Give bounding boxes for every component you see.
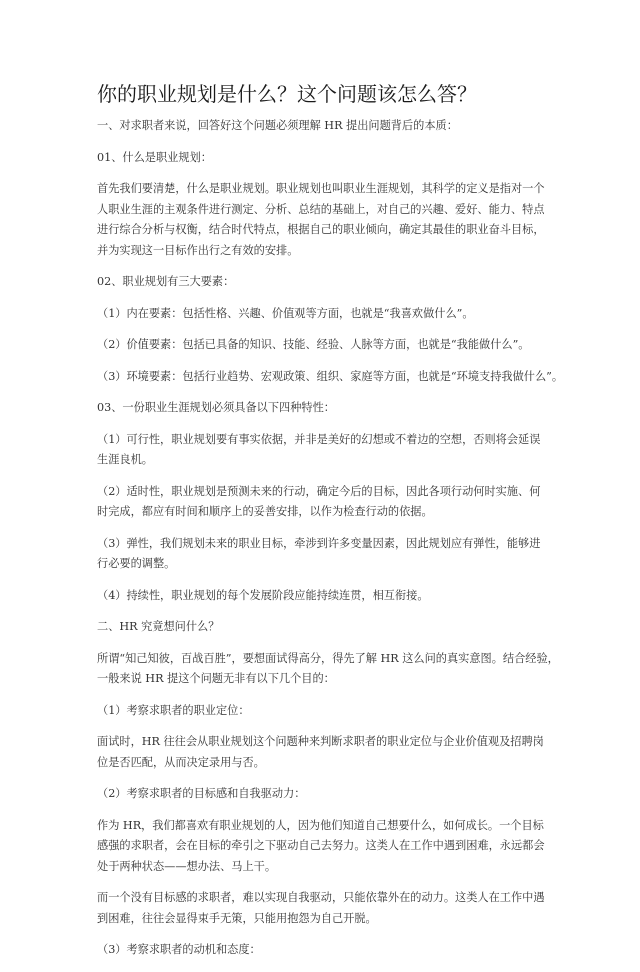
text-line: 01、什么是职业规划： bbox=[97, 150, 212, 164]
text-line: （4）持续性，职业规划的每个发展阶段应能持续连贯，相互衔接。 bbox=[97, 588, 429, 602]
text-line: 感强的求职者，会在目标的牵引之下驱动自己去努力。这类人在工作中遇到困难，永远都会 bbox=[97, 839, 545, 852]
text-line: 行必要的调整。 bbox=[97, 557, 176, 570]
paragraph bbox=[97, 367, 564, 388]
text-line: 并为实现这一目标作出行之有效的安排。 bbox=[97, 243, 299, 257]
text-line: 所谓“知己知彼，百战百胜”，要想面试得高分，得先了解 HR 这么问的真实意图。结合经验， bbox=[97, 651, 559, 665]
text-line: 面试时，HR 往往会从职业规划这个问题种来判断求职者的职业定位与企业价值观及招聘岗 bbox=[97, 735, 544, 748]
text-line: 二、HR 究竟想问什么？ bbox=[97, 620, 220, 633]
paragraph bbox=[97, 148, 547, 169]
paragraph bbox=[97, 586, 547, 607]
text-line: （1）考察求职者的职业定位： bbox=[97, 703, 250, 717]
text-line: 02、职业规划有三大要素： bbox=[97, 275, 235, 288]
document-body bbox=[97, 116, 564, 972]
text-line: 进行综合分析与权衡，结合时代特点，根据自己的职业倾向，确定其最佳的职业奋斗目标， bbox=[97, 223, 545, 236]
text-line: 位是否匹配，从而决定录用与否。 bbox=[97, 755, 265, 769]
text-line: 人职业生涯的主观条件进行测定、分析、总结的基础上，对自己的兴趣、爱好、能力、特点 bbox=[97, 202, 545, 216]
text-line: （2）考察求职者的目标感和自我驱动力： bbox=[97, 787, 306, 800]
text-line: 一般来说 HR 提这个问题无非有以下几个目的： bbox=[97, 672, 335, 685]
text-line: （2）价值要素：包括已具备的知识、技能、经验、人脉等方面，也就是“我能做什么”。 bbox=[97, 338, 530, 351]
paragraph bbox=[97, 534, 547, 575]
text-line: （3）环境要素：包括行业趋势、宏观政策、组织、家庭等方面，也就是“环境支持我做什么”。 bbox=[97, 369, 564, 383]
text-line: （2）适时性，职业规划是预测未来的行动，确定今后的目标，因此各项行动何时实施、何 bbox=[97, 484, 541, 498]
paragraph bbox=[97, 617, 547, 638]
paragraph bbox=[97, 649, 559, 690]
paragraph bbox=[97, 272, 547, 293]
text-line: （3）弹性，我们规划未来的职业目标，牵涉到许多变量因素，因此规划应有弹性，能够进 bbox=[97, 536, 541, 550]
paragraph bbox=[97, 816, 547, 878]
paragraph bbox=[97, 430, 547, 471]
text-line: 首先我们要清楚，什么是职业规划。职业规划也叫职业生涯规划，其科学的定义是指对一个 bbox=[97, 182, 545, 195]
text-line: 作为 HR，我们都喜欢有职业规划的人，因为他们知道自己想要什么，如何成长。一个目标 bbox=[97, 818, 544, 832]
text-line: 03、一份职业生涯规划必须具备以下四种特性： bbox=[97, 401, 335, 414]
paragraph bbox=[97, 116, 547, 137]
paragraph bbox=[97, 482, 547, 523]
paragraph bbox=[97, 940, 547, 961]
document-title: 你的职业规划是什么？这个问题该怎么答？ bbox=[97, 82, 477, 106]
text-line: 时完成，都应有时间和顺序上的妥善安排，以作为检查行动的依据。 bbox=[97, 505, 433, 518]
text-line: 一、对求职者来说，回答好这个问题必须理解 HR 提出问题背后的本质： bbox=[97, 119, 458, 132]
text-line: （1）可行性，职业规划要有事实依据，并非是美好的幻想或不着边的空想，否则将会延误 bbox=[97, 432, 541, 446]
text-line: 处于两种状态——想办法、马上干。 bbox=[97, 859, 277, 873]
paragraph bbox=[97, 335, 547, 356]
paragraph bbox=[97, 732, 547, 773]
text-line: （1）内在要素：包括性格、兴趣、价值观等方面，也就是“我喜欢做什么”。 bbox=[97, 306, 474, 320]
paragraph bbox=[97, 304, 547, 325]
text-line: 生涯良机。 bbox=[97, 453, 153, 466]
paragraph bbox=[97, 784, 547, 805]
paragraph bbox=[97, 888, 547, 929]
paragraph bbox=[97, 179, 547, 261]
text-line: 到困难，往往会显得束手无策，只能用抱怨为自己开脱。 bbox=[97, 911, 377, 925]
text-line: 而一个没有目标感的求职者，难以实现自我驱动，只能依靠外在的动力。这类人在工作中遇 bbox=[97, 891, 545, 904]
text-line: （3）考察求职者的动机和态度： bbox=[97, 943, 261, 956]
paragraph bbox=[97, 398, 547, 419]
paragraph bbox=[97, 701, 547, 722]
